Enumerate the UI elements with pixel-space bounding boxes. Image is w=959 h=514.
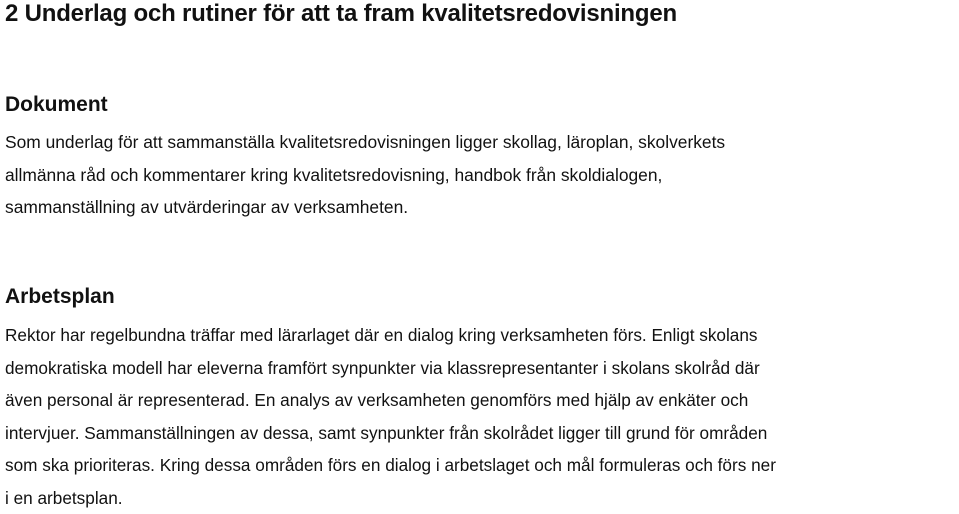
paragraph-line: intervjuer. Sammanställningen av dessa, samt synpunkter från skolrådet ligger till grund för områden bbox=[5, 417, 776, 450]
paragraph-line: som ska prioriteras. Kring dessa områden förs en dialog i arbetslaget och mål formuleras och förs ner bbox=[5, 449, 776, 482]
paragraph-line: Som underlag för att sammanställa kvalitetsredovisningen ligger skollag, läroplan, skolverkets bbox=[5, 126, 725, 159]
paragraph-line: i en arbetsplan. bbox=[5, 482, 776, 514]
paragraph-line: demokratiska modell har eleverna framfört synpunkter via klassrepresentanter i skolans skolråd där bbox=[5, 352, 776, 385]
section-heading-dokument: Dokument bbox=[5, 91, 108, 119]
paragraph-line: även personal är representerad. En analys av verksamheten genomförs med hjälp av enkäter och bbox=[5, 384, 776, 417]
section-heading-arbetsplan: Arbetsplan bbox=[5, 283, 115, 311]
paragraph-arbetsplan bbox=[5, 319, 776, 514]
paragraph-line: sammanställning av utvärderingar av verksamheten. bbox=[5, 191, 725, 224]
paragraph-line: allmänna råd och kommentarer kring kvalitetsredovisning, handbok från skoldialogen, bbox=[5, 159, 725, 192]
paragraph-dokument bbox=[5, 126, 725, 224]
document-page bbox=[5, 0, 955, 508]
paragraph-line: Rektor har regelbundna träffar med lärarlaget där en dialog kring verksamheten förs. Enligt skolans bbox=[5, 319, 776, 352]
chapter-heading: 2 Underlag och rutiner för att ta fram kvalitetsredovisningen bbox=[5, 0, 955, 29]
